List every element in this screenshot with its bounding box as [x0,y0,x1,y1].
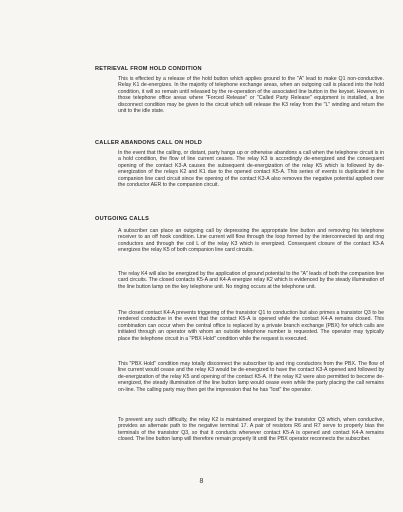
paragraph-outgoing-1: A subscriber can place an outgoing call by depressing the appropriate line button and removing his telephone receiver to an off hook condition. Line current will flow through the loop formed by the interconnected tip and ring conductors and through the coil L of the relay K3 which is energized. Consequent closure of the contact K3-A energizes the relay K5 of both companion line card circuits. [118,228,384,254]
page-number: 8 [199,478,204,485]
paragraph-caller-abandons: In the event that the calling, or distant, party hangs up or otherwise abandons a call when the telephone circuit is in a hold condition, the flow of line current ceases. The relay K3 is accordingly de-energized and the consequent opening of the contact K3-A causes the subsequent de-energization of the relay K5 which is followed by de-energization of the relays K2 and K1 due to the opened contact K5-A. This series of events is duplicated in the companion line card circuit since the opening of the contact K3-A also removes the negative potential applied over the conductor AER to the companion circuit. [118,150,384,189]
section-heading-caller-abandons: CALLER ABANDONS CALL ON HOLD [95,140,203,146]
paragraph-outgoing-4: This "PBX Hold" condition may totally disconnect the subscriber tip and ring conductors from the PBX. The flow of line current would cease and the relay K3 would be de-energized to have the contact K3-A opened and followed by de-energization of the relay K5 and opening of the contact K5-A. If the relay K2 were also permitted to become de-energized, the steady illumination of the line button lamp would cease even while the party placing the call remains on-line. The calling party may then get the impression that he has "lost" the operator. [118,361,384,393]
section-heading-outgoing-calls: OUTGOING CALLS [95,216,150,222]
section-heading-retrieval: RETRIEVAL FROM HOLD CONDITION [95,66,202,72]
paragraph-outgoing-2: The relay K4 will also be energized by the application of ground potential to the "A" leads of both the companion line card circuits. The closed contacts K5-A and K4-A energize relay K2 which is evidenced by the steady illumination of the line button lamp on the key telephone unit. No ringing occurs at the telephone unit. [118,271,384,290]
paragraph-retrieval: This is effected by a release of the hold button which applies ground to the "A" lead to make Q1 non-conductive. Relay K1 de-energizes. In the majority of telephone exchange areas, when an outgoing call is placed into the hold condition, it will so remain until released by the re-operation of the associated line button in the keyset. However, in those telephone office areas where "Forced Release" or "Called Party Release" equipment is installed, a line disconnect condition may be given to the circuit which will release the K3 relay from the "L" winding and return the unit to the idle state. [118,76,384,115]
paragraph-outgoing-5: To prevent any such difficulty, the relay K2 is maintained energized by the transistor Q3 which, when conductive, provides an alternate path to the negative terminal 17. A pair of resistors R6 and R7 serve to properly bias the terminals of the transistor Q3, so that it conducts whenever contact K5-A is opened and contact K4-A remains closed. The line button lamp will therefore remain properly lit until the PBX operator reconnects the subscriber. [118,417,384,443]
paragraph-outgoing-3: The closed contact K4-A prevents triggering of the transistor Q1 to conduction but also primes a transistor Q3 to be rendered conductive in the event that the contact K5-A is opened while the contact K4-A remains closed. This combination can occur when the central office is replaced by a private branch exchange (PBX) for which calls are initiated through an operator with whom an outside telephone number is requested. The operator may typically place the telephone circuit in a "PBX Hold" condition while the request is executed. [118,310,384,342]
